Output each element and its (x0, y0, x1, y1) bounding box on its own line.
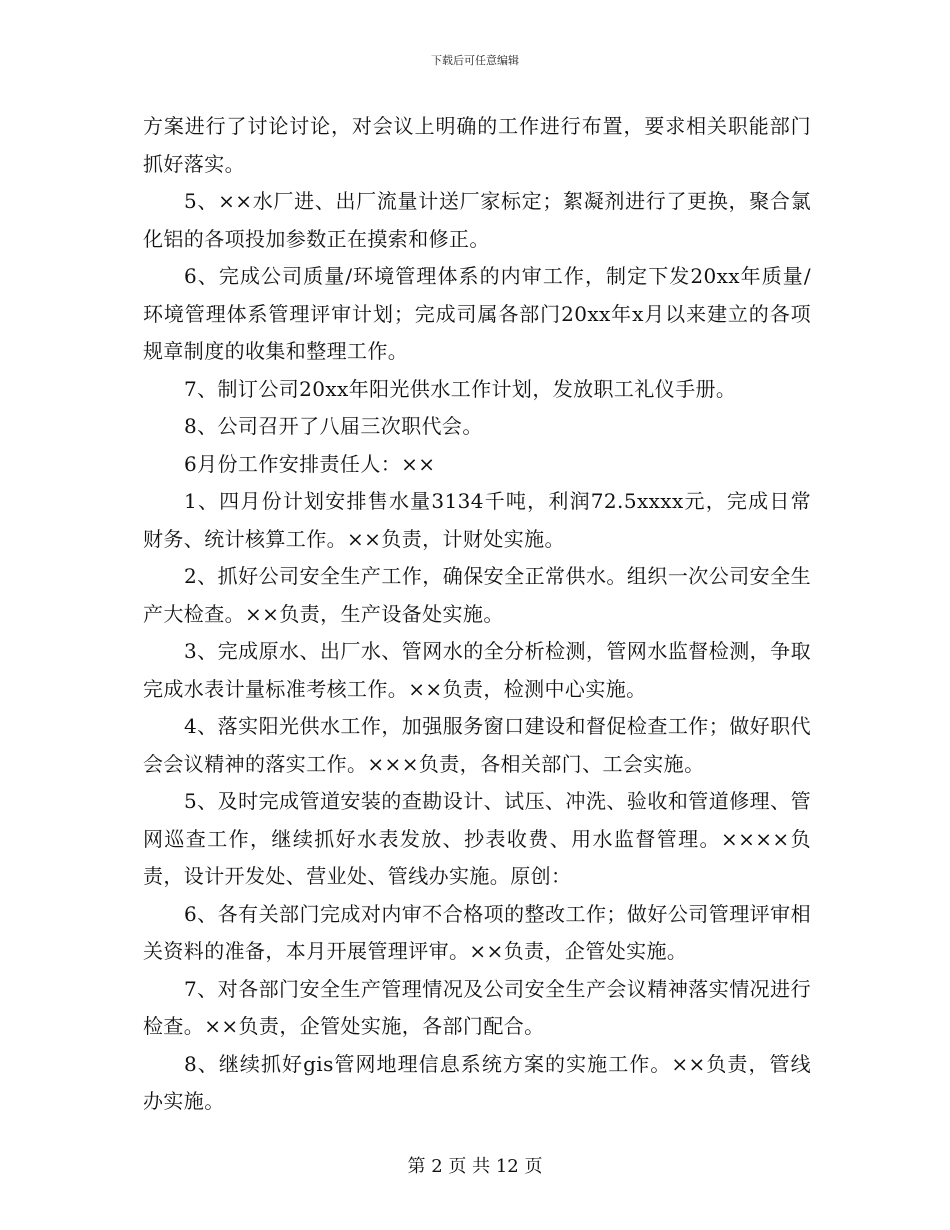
paragraph-item-5: 5、××水厂进、出厂流量计送厂家标定；絮凝剂进行了更换，聚合氯化铝的各项投加参数正在摸索和修正。 (143, 189, 811, 251)
plan-item-1: 1、四月份计划安排售水量3134千吨，利润72.5xxxx元，完成日常财务、统计核算工作。××负责，计财处实施。 (143, 489, 811, 551)
plan-item-7: 7、对各部门安全生产管理情况及公司安全生产会议精神落实情况进行检查。××负责，企管处实施，各部门配合。 (143, 976, 811, 1038)
plan-item-4: 4、落实阳光供水工作，加强服务窗口建设和督促检查工作；做好职代会会议精神的落实工作。×××负责，各相关部门、工会实施。 (143, 714, 811, 776)
paragraph-item-7: 7、制订公司20xx年阳光供水工作计划，发放职工礼仪手册。 (184, 376, 737, 401)
paragraph-item-8: 8、公司召开了八届三次职代会。 (184, 414, 483, 438)
plan-item-2: 2、抓好公司安全生产工作，确保安全正常供水。组织一次公司安全生产大检查。××负责，生产设备处实施。 (143, 564, 811, 626)
plan-item-3: 3、完成原水、出厂水、管网水的全分析检测，管网水监督检测，争取完成水表计量标准考核工作。××负责，检测中心实施。 (143, 639, 811, 701)
section-heading-june-plan: 6月份工作安排责任人：×× (184, 451, 436, 476)
document-body (143, 108, 811, 1121)
plan-item-5: 5、及时完成管道安装的查勘设计、试压、冲洗、验收和管道修理、管网巡查工作，继续抓好水表发放、抄表收费、用水监督管理。××××负责，设计开发处、营业处、管线办实施。原创： (143, 789, 811, 888)
paragraph-item-6: 6、完成公司质量/环境管理体系的内审工作，制定下发20xx年质量/环境管理体系管理评审计划；完成司属各部门20xx年x月以来建立的各项规章制度的收集和整理工作。 (143, 264, 811, 363)
plan-item-8: 8、继续抓好gis管网地理信息系统方案的实施工作。××负责，管线办实施。 (143, 1051, 811, 1113)
page-header: 下载后可任意编辑 (431, 54, 519, 67)
page-footer-page-number: 第 2 页 共 12 页 (407, 1156, 543, 1177)
paragraph-continuation: 方案进行了讨论讨论，对会议上明确的工作进行布置，要求相关职能部门抓好落实。 (143, 114, 811, 176)
plan-item-6: 6、各有关部门完成对内审不合格项的整改工作；做好公司管理评审相关资料的准备，本月开展管理评审。××负责，企管处实施。 (143, 901, 811, 963)
